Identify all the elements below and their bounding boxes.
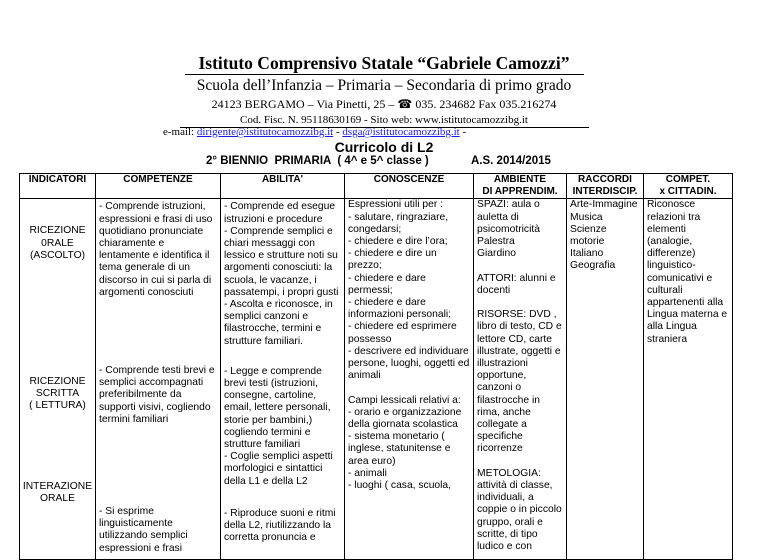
indicator-ricezione-orale: RICEZIONE 0RALE (ASCOLTO)	[29, 225, 86, 261]
school-year: A.S. 2014/2015	[471, 155, 551, 167]
cell-compet: Riconosce relazioni tra elementi (analogie, differenze) linguistico-comunicativi e culturali appartenenti alla Lingua materna e alla Lingua straniera	[644, 199, 733, 560]
header-abilita: ABILITA'	[221, 174, 345, 199]
competenza-lettura: - Comprende testi brevi e semplici accompagnati preferibilmente da supporti visivi, cogliendo termini familiari	[99, 365, 215, 425]
address-text: 24123 BERGAMO – Via Pinetti, 25 –	[211, 97, 395, 111]
cell-ambiente: SPAZI: aula o auletta di psicomotricità Palestra Giardino ATTORI: alunni e docenti RISORSE: DVD , libro di testo, CD e lettore CD, carte illustrate, oggetti e illustrazioni opportune, canzoni o filastrocche in rima, anche collegate a specifiche ricorrenze METOLOGIA: attività di classe, individuali, a coppie o in piccolo gruppo, orali e scritte, di tipo ludico e con	[474, 199, 567, 560]
cell-indicatori	[20, 199, 96, 560]
curriculum-table	[19, 173, 733, 560]
abilita-lettura: - Legge e comprende brevi testi (istruzioni, consegne, cartoline, email, lettere personali, storie per bambini,) cogliendo termini e strutture familiari - Coglie semplici aspetti morfologici e sintattici della L1 e della L2	[224, 365, 333, 487]
cell-competenze	[96, 199, 221, 560]
phone-fax-text: 035. 234682 Fax 035.216274	[412, 97, 557, 111]
divider-line	[185, 74, 584, 75]
cell-abilita	[221, 199, 345, 560]
abilita-interazione: - Riproduce suoni e ritmi della L2, riutilizzando la corretta pronuncia e	[224, 507, 336, 544]
header-indicatori: INDICATORI	[20, 174, 96, 199]
document-title: Curricolo di L2	[334, 139, 434, 155]
competenza-interazione: - Si esprime linguisticamente utilizzando semplici espressioni e frasi	[99, 506, 188, 554]
table-header-row	[20, 174, 733, 199]
section-heading: 2° BIENNIO PRIMARIA ( 4^ e 5^ classe )	[206, 155, 429, 167]
header-conoscenze: CONOSCENZE	[345, 174, 474, 199]
header-compet: COMPET. x CITTADIN.	[644, 174, 733, 199]
email-label: e-mail:	[163, 126, 195, 138]
header-competenze: COMPETENZE	[96, 174, 221, 199]
school-name: Istituto Comprensivo Statale “Gabriele Camozzi”	[198, 53, 570, 73]
email-link-dirigente[interactable]: dirigente@istitutocamozzibg.it	[196, 126, 334, 138]
indicator-interazione-orale: INTERAZIONE ORALE	[22, 480, 93, 504]
table-row	[20, 199, 733, 560]
email-line	[0, 126, 768, 138]
email-link-dsga[interactable]: dsga@istitutocamozzibg.it	[342, 126, 460, 138]
school-address	[0, 97, 768, 112]
school-levels: Scuola dell’Infanzia – Primaria – Secondaria di primo grado	[196, 77, 572, 94]
indicator-ricezione-scritta: RICEZIONE SCRITTA ( LETTURA)	[29, 376, 86, 412]
cell-raccordi: Arte-Immagine Musica Scienze motorie Italiano Geografia	[567, 199, 644, 560]
email-tail: -	[459, 126, 467, 138]
telephone-icon: ☎	[397, 97, 413, 111]
competenza-ascolto: - Comprende istruzioni, espressioni e frasi di uso quotidiano pronunciate chiaramente e lentamente e identifica il tema generale di un discorso in cui si parla di argomenti conosciuti	[99, 201, 213, 298]
abilita-ascolto: - Comprende ed esegue istruzioni e procedure - Comprende semplici e chiari messaggi con lessico e strutture noti su argomenti conosciuti: la scuola, le vacanze, i passatempi, i propri gusti - Ascolta e riconosce, in semplici canzoni e filastrocche, termini e strutture familiari.	[224, 201, 339, 347]
fiscal-code: Cod. Fisc. N. 95118630169 - Sito web: www.istitutocamozzibg.it	[240, 114, 528, 126]
header-ambiente: AMBIENTE DI APPRENDIM.	[474, 174, 567, 199]
header-raccordi: RACCORDI INTERDISCIP.	[567, 174, 644, 199]
cell-conoscenze: Espressioni utili per : - salutare, ringraziare, congedarsi; - chiedere e dire l’ora; - chiedere e dire un prezzo; - chiedere e dare permessi; - chiedere e dare informazioni personali; - chiedere ed esprimere possesso - descrivere ed individuare persone, luoghi, oggetti ed animali Campi lessicali relativi a: - orario e organizzazione della giornata scolastica - sistema monetario ( inglese, statunitense e area euro) - animali - luoghi ( casa, scuola,	[345, 199, 474, 560]
email-separator: -	[333, 126, 343, 138]
